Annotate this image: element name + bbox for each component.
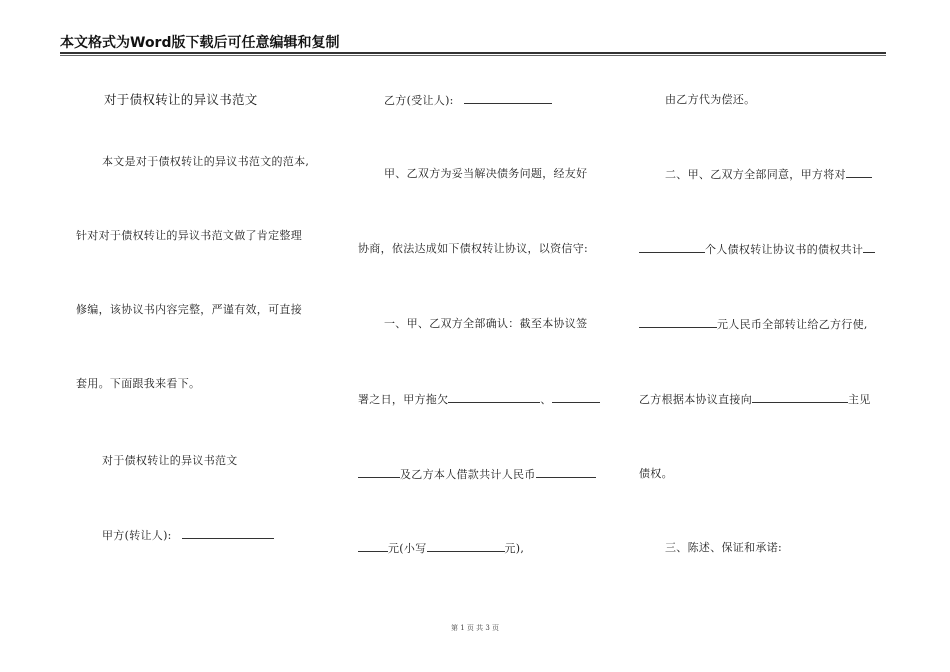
header-rule-thin	[60, 55, 886, 56]
amount-blank	[536, 467, 596, 478]
clause-3-heading: 三、陈述、保证和承诺:	[665, 541, 783, 554]
clause-1-line-4	[358, 541, 524, 556]
clause-2-line-4	[639, 392, 871, 407]
clause-1-text-d: 元(小写	[388, 542, 427, 555]
intro-line-3: 修编，该协议书内容完整，严谨有效，可直接	[76, 303, 302, 316]
party-b-line	[384, 93, 552, 108]
clause-1-text-c: 及乙方本人借款共计人民币	[400, 468, 536, 481]
total-blank	[863, 242, 875, 253]
clause-2-line-2	[639, 242, 875, 257]
intro-line-1: 本文是对于债权转让的异议书范文的范本,	[102, 155, 310, 168]
intro-line-2: 针对对于债权转让的异议书范文做了肯定整理	[76, 229, 302, 242]
clause-1-line-2	[358, 392, 600, 407]
party-b-blank	[464, 93, 552, 104]
amount-words-blank	[358, 541, 388, 552]
debt-blank-3	[358, 467, 400, 478]
party-a-blank	[182, 528, 274, 539]
debt-blank-2	[552, 392, 600, 403]
document-header: 本文格式为Word版下载后可任意编辑和复制	[60, 35, 340, 51]
clause-1-line-1: 一、甲、乙双方全部确认：截至本协议签	[384, 317, 588, 330]
clause-1-line-3	[358, 467, 596, 482]
party-b-label: 乙方(受让人):	[384, 94, 454, 107]
clause-2-line-5: 债权。	[639, 467, 673, 480]
clause-2-text-e: 主见	[848, 393, 871, 406]
claimee-blank	[752, 392, 848, 403]
clause-1-text-e: 元),	[504, 542, 525, 555]
section-subtitle: 对于债权转让的异议书范文	[102, 454, 238, 467]
clause-2-text-a: 二、甲、乙双方全部同意，甲方将对	[665, 168, 846, 181]
agreement-blank	[639, 242, 705, 253]
clause-2-text-d: 乙方根据本协议直接向	[639, 393, 752, 406]
clause-1-text-a: 署之日，甲方拖欠	[358, 393, 449, 406]
party-a-line	[102, 528, 274, 543]
clause-2-text-b: 个人债权转让协议书的债权共计	[705, 243, 864, 256]
clause-2-line-1	[665, 167, 872, 182]
debt-blank-1	[448, 392, 540, 403]
clause-1-separator: 、	[540, 393, 552, 406]
document-title: 对于债权转让的异议书范文	[104, 92, 258, 107]
rmb-blank	[639, 317, 717, 328]
clause-2-line-3	[639, 317, 868, 332]
intro-line-4: 套用。下面跟我来看下。	[76, 377, 201, 390]
page-number: 第 1 页 共 3 页	[450, 624, 500, 632]
header-rule	[60, 52, 886, 54]
preamble-line-1: 甲、乙双方为妥当解决债务问题，经友好	[384, 167, 588, 180]
party-a-label: 甲方(转让人):	[102, 529, 172, 542]
clause-2-text-c: 元人民币全部转让给乙方行使,	[717, 318, 868, 331]
preamble-line-2: 协商，依法达成如下债权转让协议，以资信守:	[358, 242, 589, 255]
debtor-blank	[846, 167, 872, 178]
col3-line-1: 由乙方代为偿还。	[665, 93, 756, 106]
amount-figures-blank	[427, 541, 505, 552]
